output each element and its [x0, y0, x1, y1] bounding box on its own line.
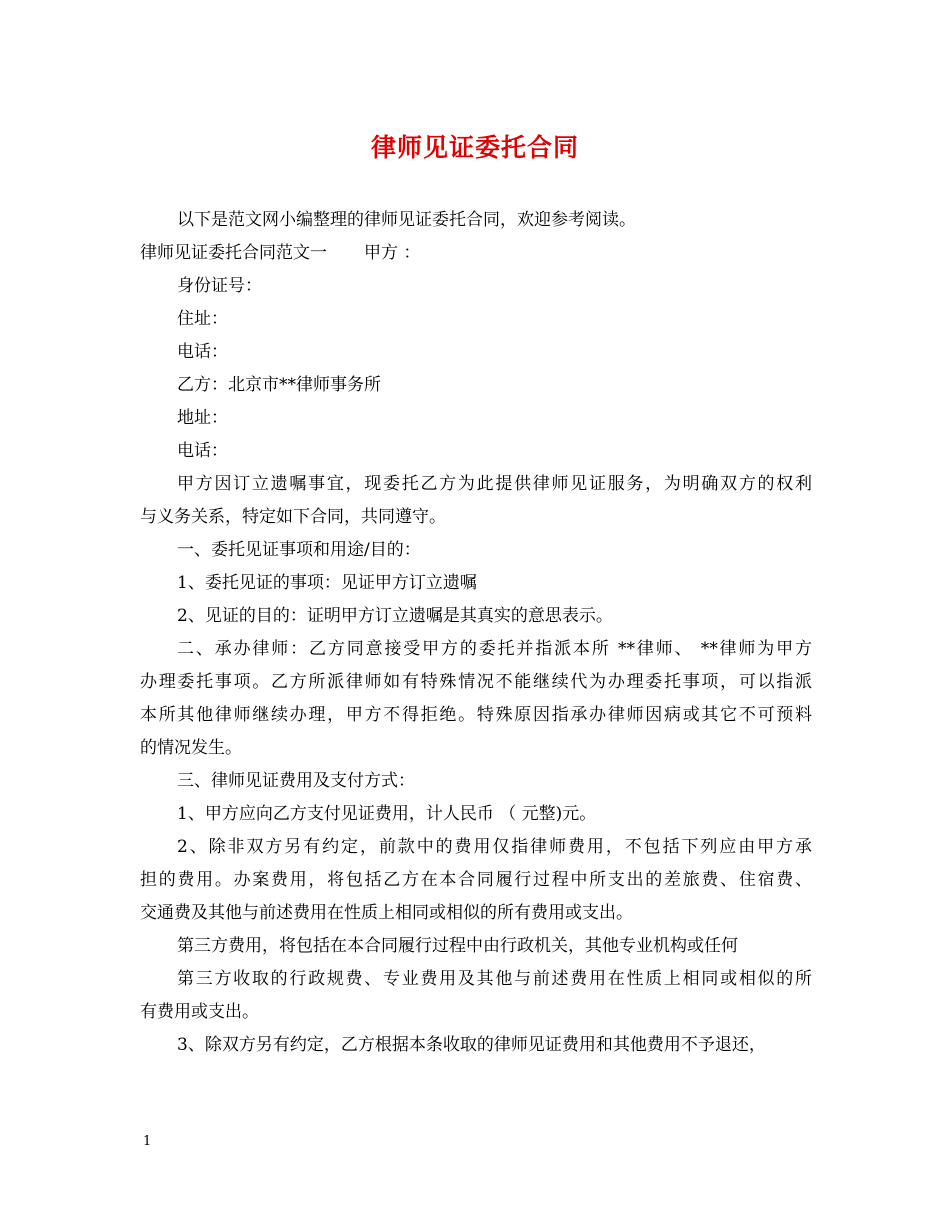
paragraph-line: 有费用或支出。 — [140, 1002, 259, 1022]
paragraph-line: 2、除非双方另有约定，前款中的费用仅指律师费用，不包括下列应由甲方承 — [177, 837, 812, 857]
paragraph-line: 第三方费用，将包括在本合同履行过程中由行政机关，其他专业机构或任何 — [177, 936, 738, 956]
document-body — [140, 204, 812, 1062]
paragraph-line: 第三方收取的行政规费、专业费用及其他与前述费用在性质上相同或相似的所 — [177, 969, 812, 989]
section-1-item-1: 1、委托见证的事项：见证甲方订立遗嘱 — [177, 573, 477, 593]
section-3-item-1: 1、甲方应向乙方支付见证费用，计人民币 （ 元整)元。 — [177, 804, 597, 824]
paragraph-line: 办理委托事项。乙方所派律师如有特殊情况不能继续代为办理委托事项，可以指派 — [140, 672, 812, 692]
id-number-line: 身份证号： — [177, 276, 262, 296]
section-1-item-2: 2、见证的目的：证明甲方订立遗嘱是其真实的意思表示。 — [177, 606, 613, 626]
section-2-paragraph — [140, 633, 812, 765]
sample-heading: 律师见证委托合同范文一 — [140, 243, 327, 263]
phone-line: 电话： — [177, 342, 228, 362]
document-title: 律师见证委托合同 — [370, 133, 579, 162]
section-1-heading: 一、委托见证事项和用途/目的： — [177, 540, 421, 560]
page-number: 1 — [143, 1134, 152, 1149]
paragraph-line: 与义务关系，特定如下合同，共同遵守。 — [140, 507, 446, 527]
paragraph-line: 担的费用。办案费用，将包括乙方在本合同履行过程中所支出的差旅费、住宿费、 — [140, 870, 812, 890]
paragraph-line: 甲方因订立遗嘱事宜，现委托乙方为此提供律师见证服务，为明确双方的权利 — [177, 474, 812, 494]
section-3-item-2-paragraph — [140, 831, 812, 930]
intro-line: 以下是范文网小编整理的律师见证委托合同，欢迎参考阅读。 — [177, 210, 636, 230]
party-b-address-line: 地址： — [177, 408, 228, 428]
sample-heading-line — [140, 237, 812, 270]
party-b-line: 乙方：北京市**律师事务所 — [177, 375, 381, 395]
paragraph-line: 交通费及其他与前述费用在性质上相同或相似的所有费用或支出。 — [140, 903, 633, 923]
party-a-label: 甲方 ： — [364, 243, 421, 263]
paragraph-line: 二、承办律师：乙方同意接受甲方的委托并指派本所 **律师、 **律师为甲方 — [177, 639, 812, 659]
address-line: 住址： — [177, 309, 228, 329]
paragraph-line: 本所其他律师继续办理，甲方不得拒绝。特殊原因指承办律师因病或其它不可预料 — [140, 705, 812, 725]
third-party-fee-paragraph — [140, 930, 812, 1029]
section-3-item-3: 3、除双方另有约定，乙方根据本条收取的律师见证费用和其他费用不予退还， — [177, 1035, 766, 1055]
party-b-phone-line: 电话： — [177, 441, 228, 461]
section-3-heading: 三、律师见证费用及支付方式： — [177, 771, 415, 791]
paragraph-line: 的情况发生。 — [140, 738, 242, 758]
purpose-paragraph — [140, 468, 812, 534]
